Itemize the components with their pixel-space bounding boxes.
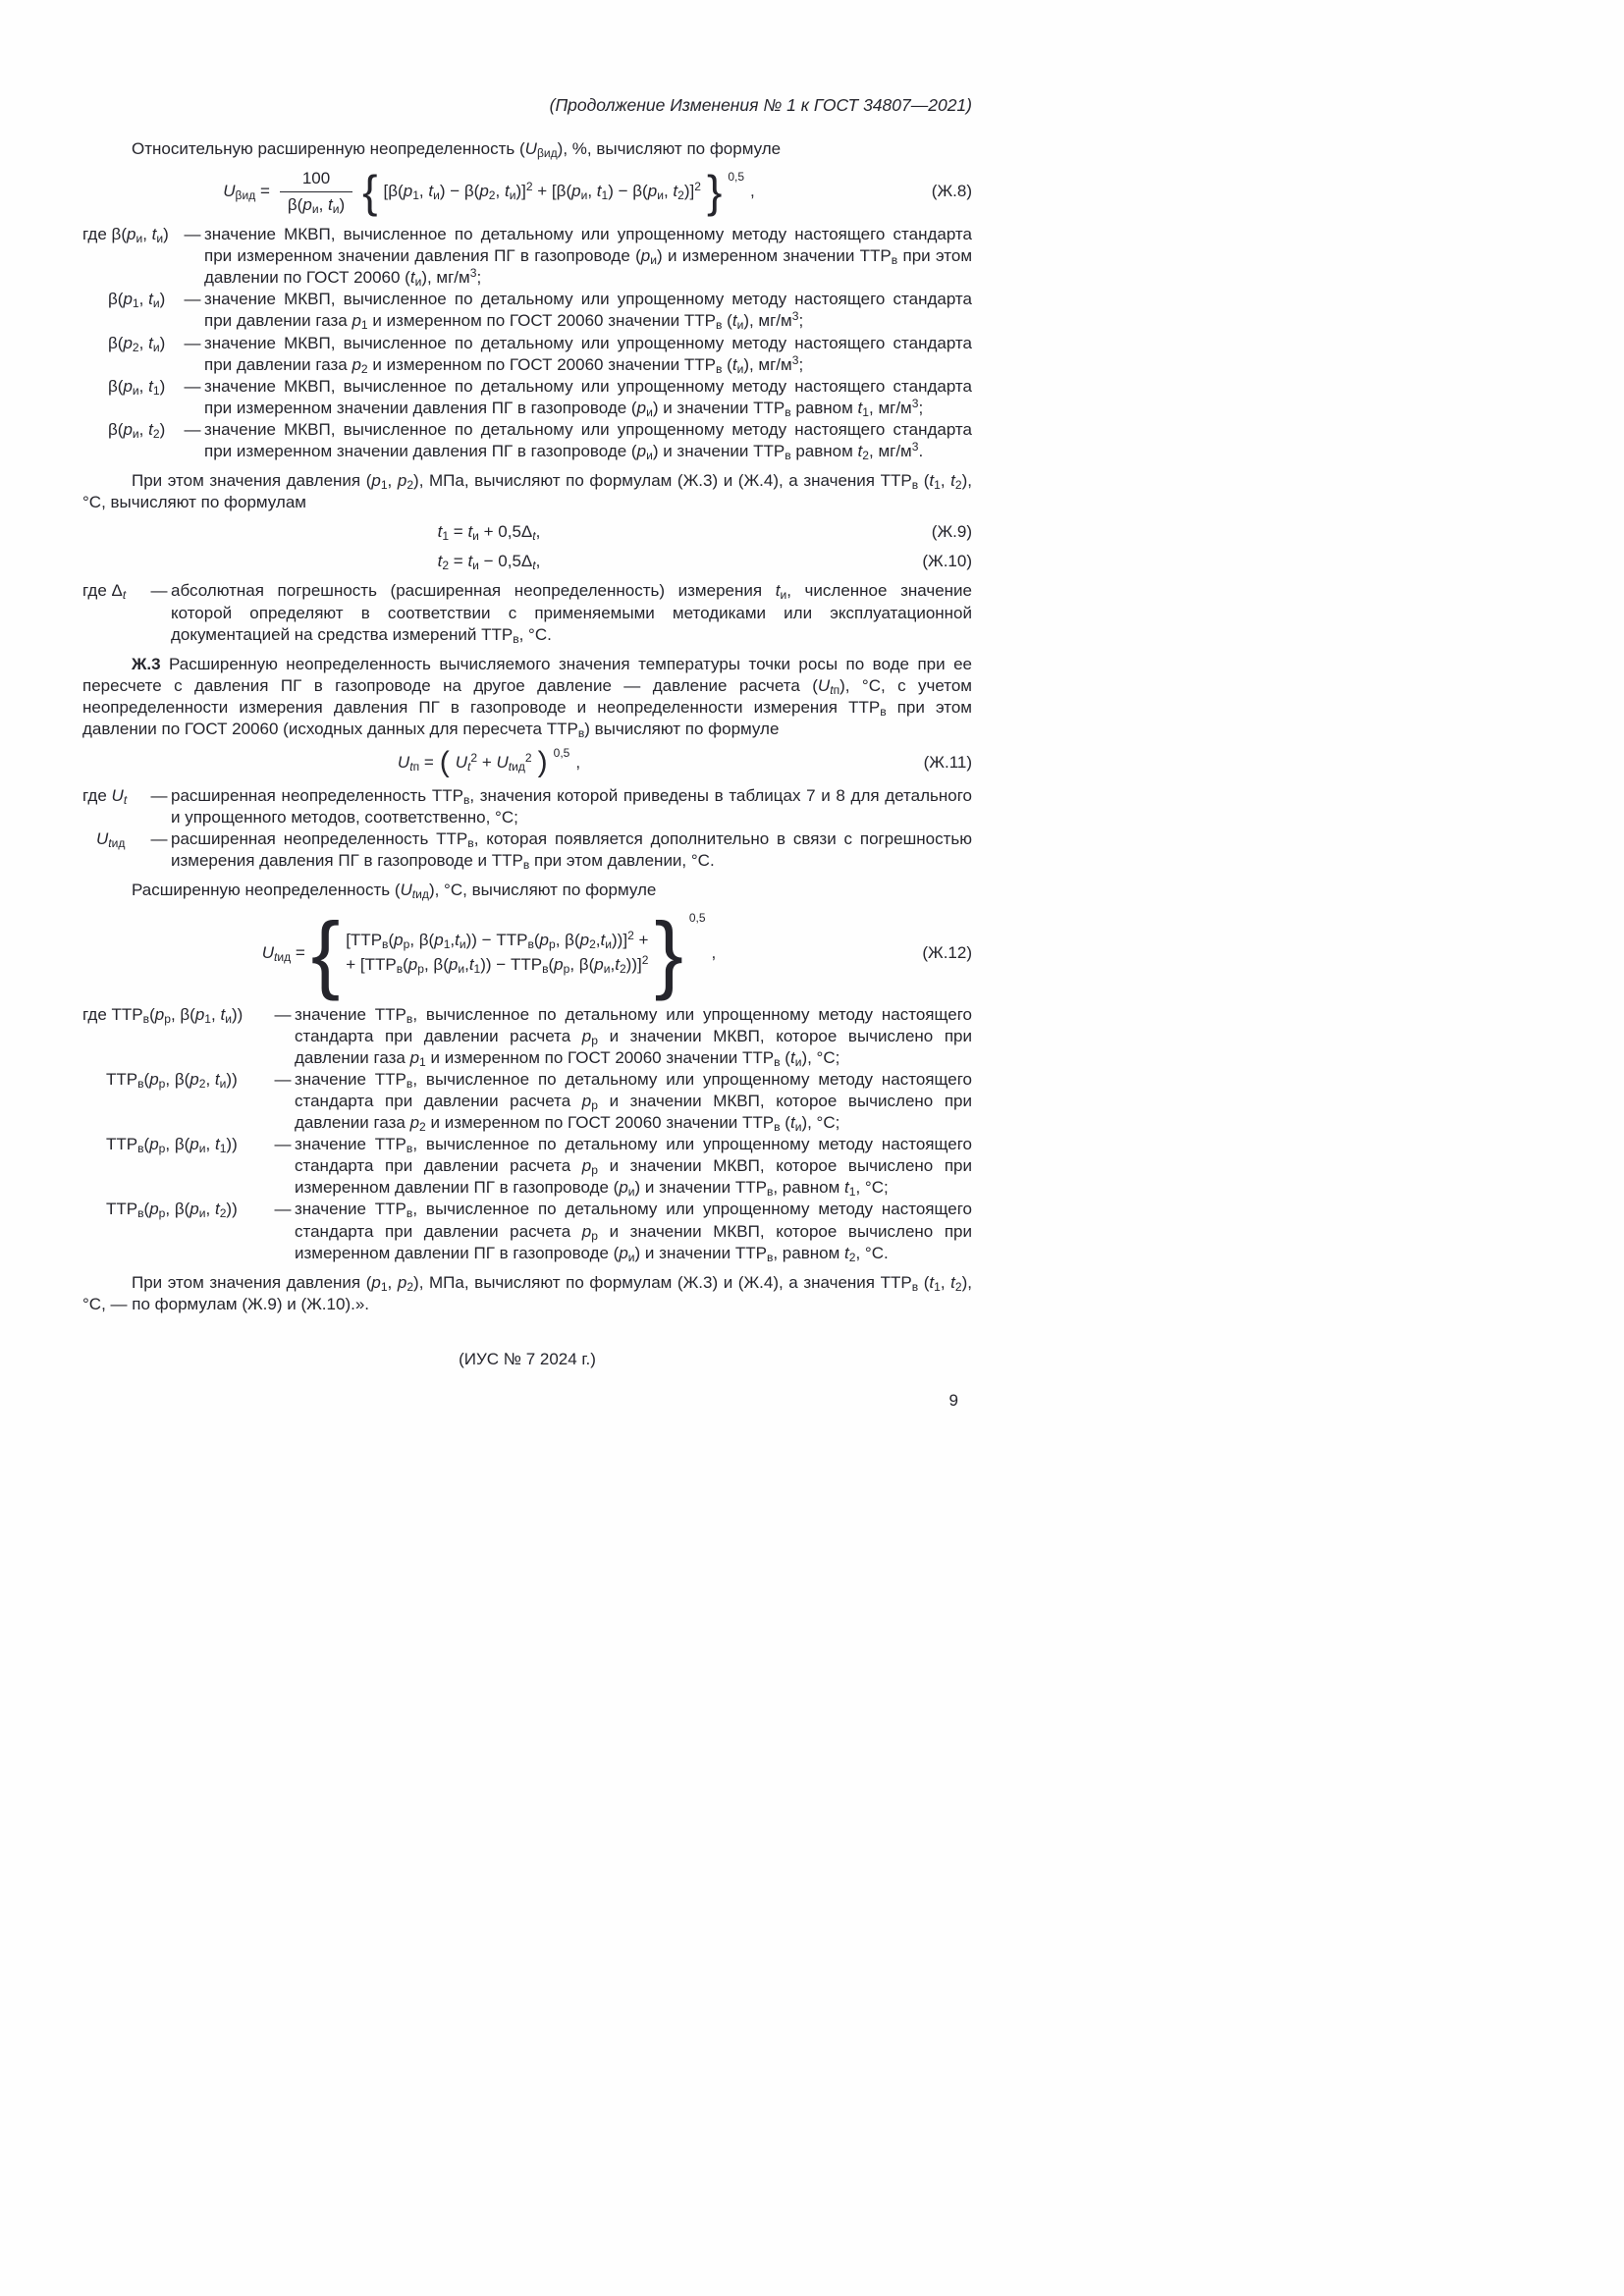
fraction-denominator: $\beta(p_и$, $t_и$) xyxy=(280,191,352,216)
formula-j10-expression: $t_2 = t_и - 0,5\Delta_t$, xyxy=(437,552,541,573)
definition-row xyxy=(82,1199,972,1263)
definition-text: значение МКВП, вычисленное по детальному или упрощенному методу настоящего стандарта при давлении газа $p_1$ и измеренном по ГОСТ 20060 значении $ТТР_в$ $(t_и)$, $мг/м^3$; xyxy=(204,290,972,333)
paragraph-utid: Расширенную неопределенность $(U_{tид})$, °С, вычисляют по формуле xyxy=(132,881,657,902)
definition-row xyxy=(82,419,972,462)
formula-j9-body xyxy=(82,521,895,543)
definition-text: значение МКВП, вычисленное по детальному или упрощенному методу настоящего стандарта при измеренном значении давления ПГ в газопроводе $(p_и)$ и измеренном значении $ТТР_в$ при этом давлении по ГОСТ 20060 $(t_и)$, $мг/м^3$; xyxy=(204,225,973,290)
open-brace: { xyxy=(362,166,378,218)
formula-j11-inner: $U_t^2 + U_{tид}^2$ xyxy=(455,751,532,774)
formula-j12-lhs: $U_{tид}$ = xyxy=(261,942,305,964)
close-brace: } xyxy=(706,166,723,218)
formula-j11 xyxy=(82,748,972,777)
continuation-header: (Продолжение Изменения № 1 к ГОСТ 34807—2021) xyxy=(549,95,972,115)
definition-row xyxy=(82,1004,972,1069)
formula-j8-label: (Ж.8) xyxy=(931,182,972,201)
formula-j8-inner: [$\beta(p_1$, $t_и) - \beta(p_2$, $t_и)]^2 + [\beta(p_и$, $t_1) - \beta(p_и$, $t_2)]^2$ xyxy=(383,180,701,203)
formula-j12-line2: + [$ТТР_в(p_р$, $\beta(p_и,t_1)) - ТТР_в(p_р$, $\beta(p_и,t_2))]^2$ xyxy=(346,953,649,977)
definition-term: $\beta(p_1$, $t_и$) xyxy=(108,290,166,311)
definition-dash: — xyxy=(184,376,201,396)
open-brace: { xyxy=(310,903,341,1001)
close-brace: } xyxy=(654,903,683,1001)
formula-j9-label: (Ж.9) xyxy=(931,522,972,542)
formula-j10-body xyxy=(82,551,895,572)
definition-text: значение МКВП, вычисленное по детальному или упрощенному методу настоящего стандарта при измеренном значении давления ПГ в газопроводе $(p_и)$ и значении $ТТР_в$ равном $t_2$, $мг/м^3$. xyxy=(204,419,972,462)
definition-dash: — xyxy=(184,225,201,244)
definition-row xyxy=(82,333,972,376)
comma: , xyxy=(575,753,581,773)
definition-row xyxy=(82,1134,972,1199)
definition-term: где $\Delta_t$ xyxy=(82,581,127,603)
page-number: 9 xyxy=(948,1390,958,1410)
formula-j8-body: $U_{\beta ид}$ = $\frac{100}{\beta(p_и, t_и)}$ { [$\beta(p_1$, $t_и) - \beta(p_2$, $t_и)]^2 + [\beta(p_и$, $t_1) - \beta(p_и$, $t_2)]^2$ } $^{0,5}$ , xyxy=(223,166,755,218)
definitions-beta xyxy=(82,224,972,462)
definition-term: $ТТР_в(p_р$, $\beta(p_и$, $t_2$)) xyxy=(106,1200,238,1221)
definition-text: расширенная неопределенность $ТТР_в$, которая появляется дополнительно в связи с погрешностью измерения давления ПГ в газопроводе и $ТТР_в$ при этом давлении, °С. xyxy=(171,829,973,873)
definition-dash: — xyxy=(274,1135,292,1154)
definition-dash: — xyxy=(184,290,201,309)
definition-text: абсолютная погрешность (расширенная неопределенность) измерения $t_и$, численное значение которой определяют в соответствии с применяемыми методиками или эксплуатационной документацией на средства измерений $ТТР_в$, °С. xyxy=(171,581,973,646)
definition-term: где $ТТР_в(p_р$, $\beta(p_1$, $t_и$)) xyxy=(82,1004,244,1026)
definition-dash: — xyxy=(274,1200,292,1219)
definitions-u xyxy=(82,785,972,872)
definition-row xyxy=(82,289,972,332)
definition-row xyxy=(82,224,972,289)
formula-j9-expression: $t_1 = t_и + 0,5\Delta_t$, xyxy=(437,522,541,544)
definitions-ttr xyxy=(82,1004,972,1264)
formula-j11-label: (Ж.11) xyxy=(923,753,972,773)
definitions-delta xyxy=(82,580,972,645)
definition-row xyxy=(82,376,972,419)
definition-term: $\beta(p_2$, $t_и$) xyxy=(108,333,166,354)
page-content xyxy=(82,94,972,1412)
paragraph-j3: Ж.3 Расширенную неопределенность вычисляемого значения температуры точки росы по воде при ее пересчете с давления ПГ в газопроводе на другое давление — давление расчета $(U_{tп})$, °С, с учетом неопределенности измерения давления ПГ в газопроводе и неопределенности измерения $ТТР_в$ при этом давлении по ГОСТ 20060 (исходных данных для пересчета $ТТР_в$) вычисляют по формуле xyxy=(82,654,972,741)
definition-row xyxy=(82,828,972,872)
formula-j12-label: (Ж.12) xyxy=(922,942,972,962)
paragraph-pressure: При этом значения давления ($p_1$, $p_2$), МПа, вычисляют по формулам (Ж.3) и (Ж.4), а значения $ТТР_в$ ($t_1$, $t_2$), °С, вычисляют по формулам xyxy=(82,471,972,512)
definition-dash: — xyxy=(150,581,168,601)
open-paren: ( xyxy=(439,746,450,779)
definition-text: значение $ТТР_в$, вычисленное по детальному или упрощенному методу настоящего стандарта при давлении расчета $p_р$ и значении МКВП, которое вычислено при давлении газа $p_1$ и измеренном по ГОСТ 20060 значении $ТТР_в$ $(t_и)$, °С; xyxy=(295,1004,973,1069)
formula-j11-lhs: $U_{tп}$ = xyxy=(397,753,434,774)
definition-term: $ТТР_в(p_р$, $\beta(p_и$, $t_1$)) xyxy=(106,1135,238,1156)
formula-j8 xyxy=(82,168,972,216)
formula-j10-label: (Ж.10) xyxy=(922,552,972,571)
fraction-numerator: 100 xyxy=(301,168,331,187)
definition-text: значение МКВП, вычисленное по детальному или упрощенному методу настоящего стандарта при измеренном значении давления ПГ в газопроводе $(p_и)$ и значении $ТТР_в$ равном $t_1$, $мг/м^3$; xyxy=(204,376,972,419)
definition-dash: — xyxy=(184,333,201,352)
paragraph-final: При этом значения давления ($p_1$, $p_2$), МПа, вычисляют по формулам (Ж.3) и (Ж.4), а значения $ТТР_в$ ($t_1$, $t_2$), °С, — по формулам (Ж.9) и (Ж.10).». xyxy=(82,1272,972,1313)
definition-dash: — xyxy=(150,786,168,806)
formula-j11-body: $U_{tп}$ = ( $U_t^2 + U_{tид}^2$ ) $^{0,5}$ , xyxy=(397,746,581,779)
formula-j9 xyxy=(82,521,972,543)
definition-row xyxy=(82,1069,972,1134)
close-paren: ) xyxy=(537,746,548,779)
definition-term: где $U_t$ xyxy=(82,786,128,808)
definition-dash: — xyxy=(184,419,201,439)
definition-dash: — xyxy=(274,1069,292,1089)
definition-term: $\beta(p_и$, $t_1$) xyxy=(108,376,166,398)
definition-term: $U_{tид}$ xyxy=(96,829,126,851)
definition-row xyxy=(82,785,972,828)
formula-j10 xyxy=(82,551,972,572)
formula-j12 xyxy=(82,903,972,1001)
definition-text: значение $ТТР_в$, вычисленное по детальному или упрощенному методу настоящего стандарта при давлении расчета $p_р$ и значении МКВП, которое вычислено при измеренном давлении ПГ в газопроводе $(p_и)$ и значении $ТТР_в$, равном $t_2$, °С. xyxy=(295,1200,973,1264)
definition-row xyxy=(82,580,972,645)
definition-dash: — xyxy=(150,829,168,849)
fraction xyxy=(280,168,352,216)
paragraph-intro: Относительную расширенную неопределенность $(U_{\beta ид})$, %, вычисляют по формуле xyxy=(132,138,782,160)
definition-term: $ТТР_в(p_р$, $\beta(p_2$, $t_и$)) xyxy=(106,1069,238,1091)
formula-j12-line1: [$ТТР_в(p_р$, $\beta(p_1,t_и)) - ТТР_в(p_р$, $\beta(p_2,t_и))]^2$ + xyxy=(346,928,649,951)
comma: , xyxy=(711,942,717,962)
formula-j12-stack xyxy=(346,930,648,976)
definition-dash: — xyxy=(274,1004,292,1024)
definition-term: где $\beta(p_и$, $t_и$) xyxy=(82,225,169,246)
ius-footer: (ИУС № 7 2024 г.) xyxy=(459,1349,596,1368)
formula-j8-lhs: $U_{\beta ид}$ = xyxy=(223,182,270,203)
formula-j12-body: $U_{tид}$ = { [$ТТР_в(p_р$, $\beta(p_1,t_и)) - ТТР_в(p_р$, $\beta(p_2,t_и))]^2$ + + [$ТТР_в(p_р$, $\beta(p_и,t_1)) - ТТР_в(p_р$, $\beta(p_и,t_2))]^2$ } $^{0,5}$ , xyxy=(261,903,717,1001)
definition-text: значение МКВП, вычисленное по детальному или упрощенному методу настоящего стандарта при давлении газа $p_2$ и измеренном по ГОСТ 20060 значении $ТТР_в$ $(t_и)$, $мг/м^3$; xyxy=(204,333,972,376)
definition-text: расширенная неопределенность $ТТР_в$, значения которой приведены в таблицах 7 и 8 для детального и упрощенного методов, соответственно, °С; xyxy=(171,786,973,828)
definition-term: $\beta(p_и$, $t_2$) xyxy=(108,419,166,441)
definition-text: значение $ТТР_в$, вычисленное по детальному или упрощенному методу настоящего стандарта при давлении расчета $p_р$ и значении МКВП, которое вычислено при давлении газа $p_2$ и измеренном по ГОСТ 20060 значении $ТТР_в$ $(t_и)$, °С; xyxy=(295,1069,973,1135)
definition-text: значение $ТТР_в$, вычисленное по детальному или упрощенному методу настоящего стандарта при давлении расчета $p_р$ и значении МКВП, которое вычислено при измеренном давлении ПГ в газопроводе $(p_и)$ и значении $ТТР_в$, равном $t_1$, °С; xyxy=(295,1135,973,1200)
comma: , xyxy=(750,182,755,201)
